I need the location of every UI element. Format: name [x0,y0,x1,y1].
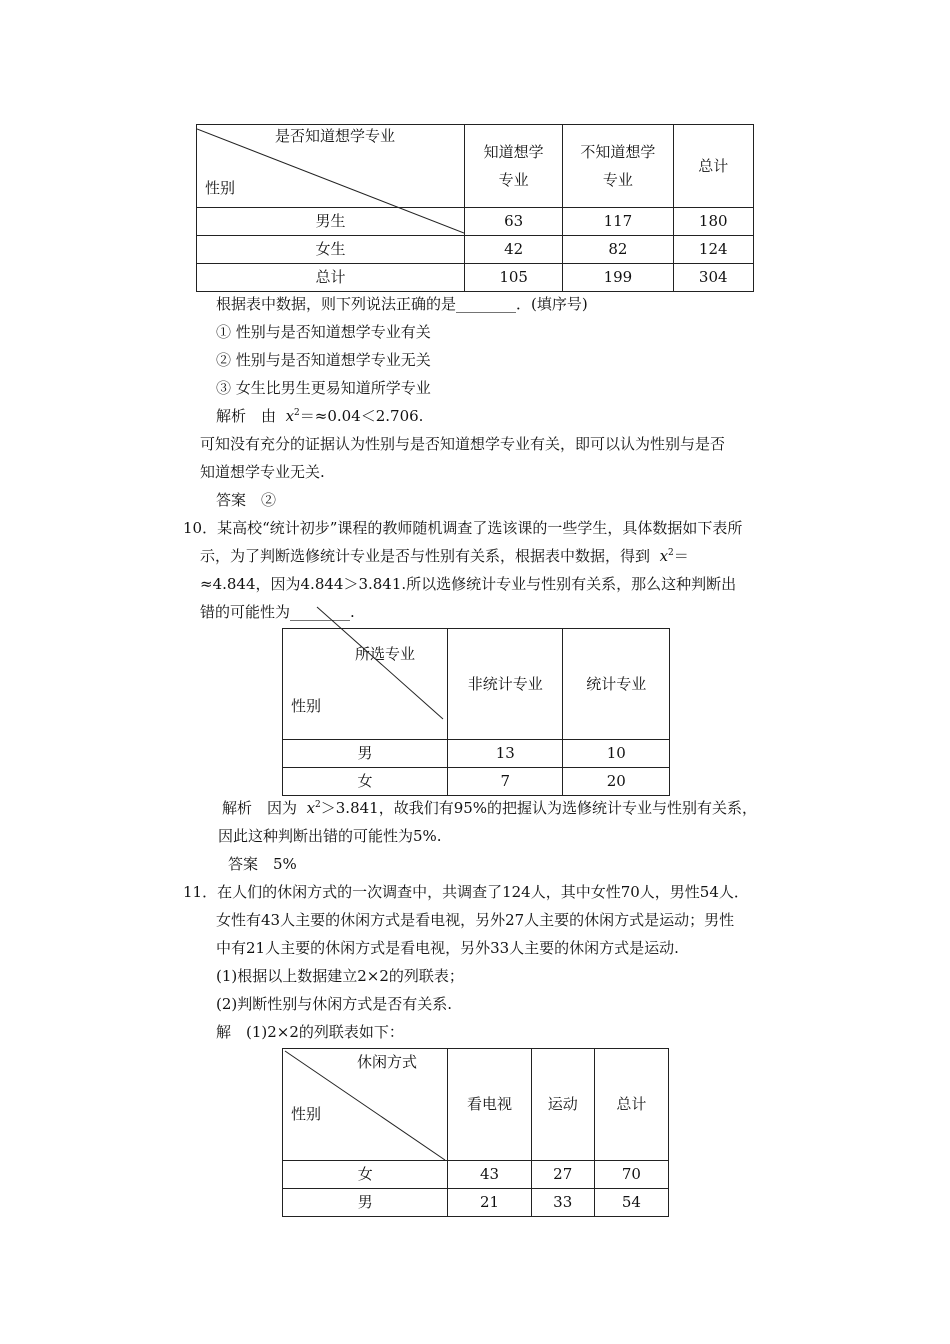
table-major-gender [282,628,670,796]
q11-part1: (1)根据以上数据建立2×2的列联表； [216,967,464,985]
q11-line2: 女性有43人主要的休闲方式是看电视，另外27人主要的休闲方式是运动；男性 [216,911,735,929]
q9-analysis-line3: 知道想学专业无关. [200,463,325,481]
table-row: 男 13 10 [283,740,670,768]
q10-answer: 答案 5% [228,855,297,873]
q9-option-3: ③ 女生比男生更易知道所学专业 [216,379,431,397]
q10-line1: 10．某高校“统计初步”课程的教师随机调查了选该课的一些学生，具体数据如下表所 [183,519,743,537]
col-header-not-know: 不知道想学 专业 [563,125,673,208]
q11-line1: 11．在人们的休闲方式的一次调查中，共调查了124人，其中女性70人，男性54人． [183,883,749,901]
q10-analysis: 解析 因为 $x^2>3.841$，故我们有95%的把握认为选修统计专业与性别有关系， [222,799,758,817]
col-header-stat: 统计专业 [563,629,670,740]
header-left-label: 性别 [291,697,322,715]
diagonal-header-cell [283,629,448,740]
q10-line4: 错的可能性为________. [200,603,355,621]
table-row: 总计 105 199 304 [197,264,754,292]
table-row: 女 43 27 70 [283,1161,669,1189]
q9-answer: 答案 ② [216,491,277,509]
table-row: 女生 42 82 124 [197,236,754,264]
col-header-know: 知道想学 专业 [465,125,563,208]
col-header-non-stat: 非统计专业 [448,629,563,740]
q9-analysis: 解析 由 $x^2=\approx 0.04<2.706$. [216,407,424,425]
col-header-sport: 运动 [531,1049,594,1161]
header-left-label: 性别 [291,1105,322,1123]
col-header-total: 总计 [673,125,754,208]
col-header-tv: 看电视 [448,1049,531,1161]
col-header-total: 总计 [594,1049,668,1161]
diagonal-header-cell [283,1049,448,1161]
header-top-label: 所选专业 [355,645,416,663]
diagonal-header-cell [197,125,465,208]
table-row: 女 7 20 [283,768,670,796]
q11-part2: (2)判断性别与休闲方式是否有关系. [216,995,453,1013]
q9-analysis-line2: 可知没有充分的证据认为性别与是否知道想学专业有关，即可以认为性别与是否 [200,435,726,453]
q11-line3: 中有21人主要的休闲方式是看电视，另外33人主要的休闲方式是运动. [216,939,679,957]
q10-line3: ≈4.844，因为4.844＞3.841.所以选修统计专业与性别有关系，那么这种判断出 [200,575,737,593]
q9-option-2: ② 性别与是否知道想学专业无关 [216,351,431,369]
table-row: 男 21 33 54 [283,1189,669,1217]
table-row: 男生 63 117 180 [197,208,754,236]
table-major-awareness [196,124,754,292]
q10-analysis-line2: 因此这种判断出错的可能性为5%. [218,827,442,845]
q9-prompt: 根据表中数据，则下列说法正确的是________．(填序号) [216,295,588,313]
q11-solution: 解 (1)2×2的列联表如下： [216,1023,404,1041]
header-top-label: 是否知道想学专业 [275,127,396,145]
table-leisure-gender [282,1048,669,1217]
q10-line2: 示，为了判断选修统计专业是否与性别有关系，根据表中数据，得到 $x^2=$ [200,547,689,565]
header-top-label: 休闲方式 [357,1053,418,1071]
q9-option-1: ① 性别与是否知道想学专业有关 [216,323,431,341]
header-left-label: 性别 [205,179,236,197]
